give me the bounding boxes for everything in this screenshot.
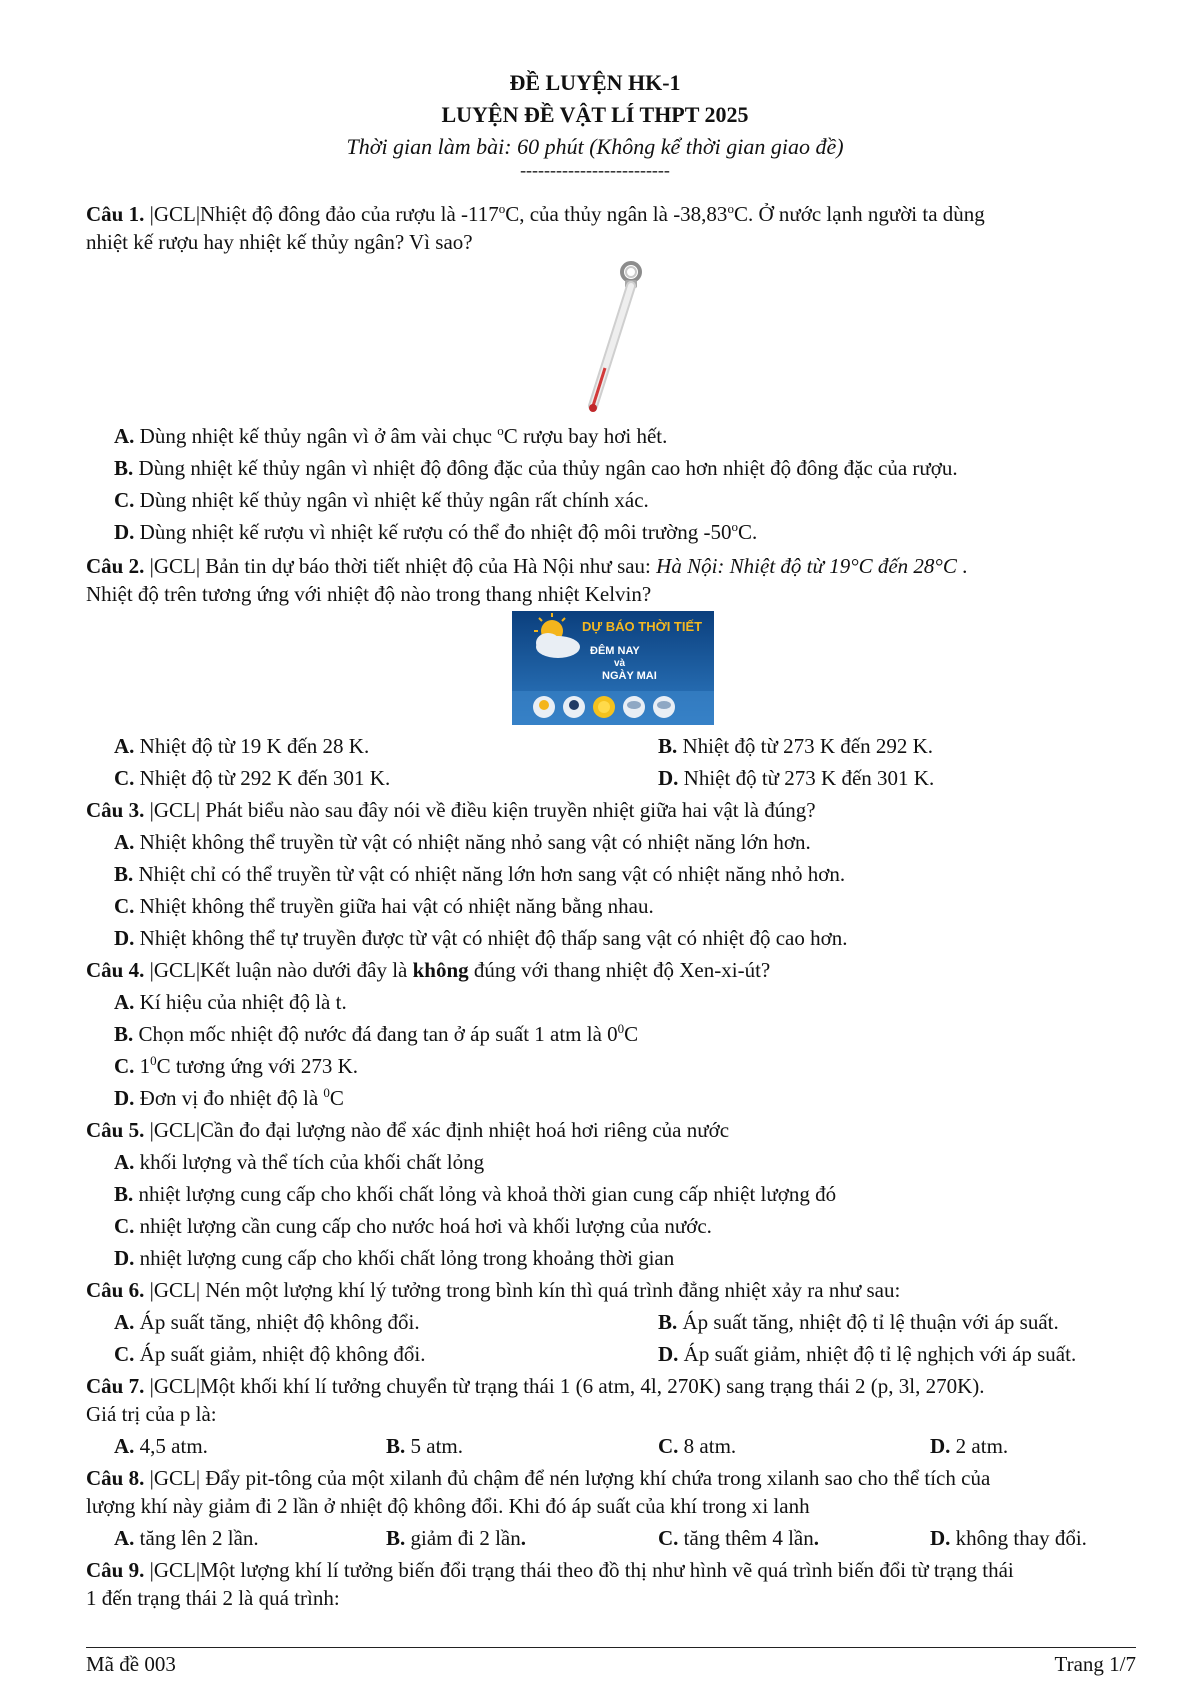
- q2-option-c[interactable]: [114, 764, 390, 792]
- superscript: o: [731, 519, 738, 534]
- q2-option-a[interactable]: [114, 732, 369, 760]
- question-4: [86, 956, 1136, 984]
- question-text: |GCL|Một lượng khí lí tưởng biến đổi trạng thái theo đồ thị như hình vẽ quá trình biến đổi từ trạng thái: [144, 1558, 1014, 1582]
- option-key: D.: [114, 926, 135, 950]
- option-key: B.: [114, 862, 134, 886]
- option-key: D.: [930, 1434, 951, 1458]
- superscript: 0: [323, 1085, 330, 1100]
- q8-option-b[interactable]: [386, 1524, 526, 1552]
- superscript: o: [498, 201, 506, 216]
- option-text: Nhiệt độ từ 273 K đến 301 K.: [678, 766, 935, 790]
- option-text: nhiệt lượng cần cung cấp cho nước hoá hơi và khối lượng của nước.: [134, 1214, 712, 1238]
- question-text: C, của thủy ngân là -38,83: [505, 202, 728, 226]
- option-key: A.: [114, 830, 135, 854]
- question-9-line2: 1 đến trạng thái 2 là quá trình:: [86, 1586, 340, 1610]
- option-key: D.: [930, 1526, 951, 1550]
- option-key: C.: [114, 1342, 135, 1366]
- question-text: |GCL| Nén một lượng khí lý tưởng trong bình kín thì quá trình đẳng nhiệt xảy ra như sau:: [144, 1278, 901, 1302]
- exam-subtitle: LUYỆN ĐỀ VẬT LÍ THPT 2025: [441, 102, 749, 127]
- q7-option-a[interactable]: [114, 1432, 208, 1460]
- q3-option-b[interactable]: [114, 860, 845, 888]
- question-text: |GCL|Một khối khí lí tưởng chuyển từ trạng thái 1 (6 atm, 4l, 270K) sang trạng thái 2 (p, 3l, 270K).: [144, 1374, 985, 1398]
- superscript: 0: [150, 1053, 157, 1068]
- option-text: 1: [134, 1054, 151, 1078]
- option-text: Dùng nhiệt kế thủy ngân vì nhiệt kế thủy ngân rất chính xác.: [134, 488, 649, 512]
- question-text: |GCL|Nhiệt độ đông đảo của rượu là -117: [144, 202, 499, 226]
- q6-option-b[interactable]: [658, 1308, 1059, 1336]
- option-key: D.: [114, 1086, 135, 1110]
- option-text: 4,5 atm.: [134, 1434, 208, 1458]
- option-text: Nhiệt độ từ 19 K đến 28 K.: [134, 734, 370, 758]
- q2-option-b[interactable]: [658, 732, 933, 760]
- option-text: Đơn vị đo nhiệt độ là: [134, 1086, 324, 1110]
- option-key: D.: [658, 766, 679, 790]
- emphasis-text: không: [412, 958, 469, 982]
- q8-option-d[interactable]: [930, 1524, 1087, 1552]
- question-text: |GCL| Phát biểu nào sau đây nói về điều kiện truyền nhiệt giữa hai vật là đúng?: [144, 798, 816, 822]
- question-7: [86, 1372, 1136, 1400]
- q4-option-a[interactable]: [114, 988, 347, 1016]
- option-text: C.: [737, 520, 758, 544]
- option-key: B.: [114, 1022, 134, 1046]
- question-8: [86, 1464, 1136, 1492]
- superscript: 0: [617, 1021, 625, 1036]
- q5-option-a[interactable]: [114, 1148, 484, 1176]
- option-text: Áp suất giảm, nhiệt độ không đổi.: [134, 1342, 426, 1366]
- q6-option-c[interactable]: [114, 1340, 425, 1368]
- option-key: D.: [114, 520, 135, 544]
- option-text: nhiệt lượng cung cấp cho khối chất lỏng và khoả thời gian cung cấp nhiệt lượng đó: [133, 1182, 837, 1206]
- question-label: Câu 2.: [86, 554, 145, 578]
- question-label: Câu 7.: [86, 1374, 145, 1398]
- question-2-line2: Nhiệt độ trên tương ứng với nhiệt độ nào trong thang nhiệt Kelvin?: [86, 582, 652, 606]
- option-text: 8 atm.: [678, 1434, 737, 1458]
- q5-option-c[interactable]: [114, 1212, 712, 1240]
- question-text: |GCL|Kết luận nào dưới đây là: [144, 958, 413, 982]
- question-label: Câu 4.: [86, 958, 145, 982]
- question-7-line2: Giá trị của p là:: [86, 1402, 217, 1426]
- option-key: D.: [114, 1246, 135, 1270]
- weather-forecast-image: [512, 611, 714, 725]
- q3-option-d[interactable]: [114, 924, 847, 952]
- option-text: tăng lên 2 lần.: [134, 1526, 259, 1550]
- option-text: không thay đổi.: [950, 1526, 1087, 1550]
- question-label: Câu 9.: [86, 1558, 145, 1582]
- question-label: Câu 1.: [86, 202, 145, 226]
- q4-option-c[interactable]: [114, 1052, 358, 1080]
- exam-code: Mã đề 003: [86, 1652, 176, 1676]
- option-text: nhiệt lượng cung cấp cho khối chất lỏng trong khoảng thời gian: [134, 1246, 675, 1270]
- q3-option-a[interactable]: [114, 828, 811, 856]
- footer-divider: [86, 1647, 1136, 1648]
- weather-forecast-text: Hà Nội: Nhiệt độ từ 19°C đến 28°C: [656, 554, 957, 578]
- superscript: o: [727, 201, 734, 216]
- option-text: 5 atm.: [405, 1434, 464, 1458]
- option-key: B.: [386, 1434, 406, 1458]
- option-text: khối lượng và thể tích của khối chất lỏng: [134, 1150, 485, 1174]
- option-key: C.: [658, 1434, 679, 1458]
- option-text: C: [624, 1022, 639, 1046]
- superscript: o: [497, 423, 504, 438]
- option-key: B.: [114, 1182, 134, 1206]
- option-text: Dùng nhiệt kế thủy ngân vì ở âm vài chục: [134, 424, 498, 448]
- question-8-line2: lượng khí này giảm đi 2 lần ở nhiệt độ không đổi. Khi đó áp suất của khí trong xi lanh: [86, 1494, 810, 1518]
- question-9: [86, 1556, 1136, 1584]
- q1-option-c[interactable]: [114, 486, 649, 514]
- question-text: |GCL| Bản tin dự báo thời tiết nhiệt độ của Hà Nội như sau:: [144, 554, 657, 578]
- question-text: |GCL|Cần đo đại lượng nào để xác định nhiệt hoá hơi riêng của nước: [144, 1118, 730, 1142]
- option-key: D.: [658, 1342, 679, 1366]
- option-text: Nhiệt không thể tự truyền được từ vật có nhiệt độ thấp sang vật có nhiệt độ cao hơn.: [134, 926, 848, 950]
- q4-option-d[interactable]: [114, 1084, 344, 1112]
- option-text: C rượu bay hơi hết.: [503, 424, 668, 448]
- q4-option-b[interactable]: [114, 1020, 638, 1048]
- question-text: .: [956, 554, 968, 578]
- q6-option-a[interactable]: [114, 1308, 420, 1336]
- option-text: Dùng nhiệt kế thủy ngân vì nhiệt độ đông đặc của thủy ngân cao hơn nhiệt độ đông đặc của rượu.: [133, 456, 958, 480]
- option-text: .: [520, 1526, 526, 1550]
- question-text: đúng với thang nhiệt độ Xen-xi-út?: [468, 958, 771, 982]
- option-text: Nhiệt không thể truyền giữa hai vật có nhiệt năng bằng nhau.: [134, 894, 654, 918]
- option-text: Chọn mốc nhiệt độ nước đá đang tan ở áp suất 1 atm là 0: [133, 1022, 618, 1046]
- option-key: B.: [114, 456, 134, 480]
- exam-title: ĐỀ LUYỆN HK-1: [509, 70, 681, 95]
- option-key: C.: [114, 766, 135, 790]
- page-number: Trang 1/7: [1054, 1652, 1136, 1676]
- question-2: [86, 552, 1136, 580]
- q1-option-b[interactable]: [114, 454, 958, 482]
- option-key: A.: [114, 1150, 135, 1174]
- q3-option-c[interactable]: [114, 892, 654, 920]
- option-key: C.: [114, 894, 135, 918]
- option-text: Nhiệt chỉ có thể truyền từ vật có nhiệt năng lớn hơn sang vật có nhiệt năng nhỏ hơn.: [133, 862, 846, 886]
- option-key: A.: [114, 1434, 135, 1458]
- question-1: [86, 200, 1136, 228]
- option-text: Dùng nhiệt kế rượu vì nhiệt kế rượu có thể đo nhiệt độ môi trường -50: [134, 520, 732, 544]
- option-text: giảm đi 2 lần: [405, 1526, 521, 1550]
- thermometer-image: [565, 258, 655, 418]
- weather-image-line1: ĐÊM NAY: [590, 645, 640, 657]
- option-text: Nhiệt độ từ 292 K đến 301 K.: [134, 766, 391, 790]
- question-text: |GCL| Đẩy pit-tông của một xilanh đủ chậm để nén lượng khí chứa trong xilanh sao cho thể tích của: [144, 1466, 991, 1490]
- option-key: B.: [658, 1310, 678, 1334]
- q1-option-a[interactable]: [114, 422, 667, 450]
- q7-option-d[interactable]: [930, 1432, 1008, 1460]
- option-text: tăng thêm 4 lần: [678, 1526, 814, 1550]
- option-text: Nhiệt không thể truyền từ vật có nhiệt năng nhỏ sang vật có nhiệt năng lớn hơn.: [134, 830, 811, 854]
- option-text: 2 atm.: [950, 1434, 1009, 1458]
- exam-time: Thời gian làm bài: 60 phút (Không kể thời gian giao đề): [346, 134, 844, 159]
- question-text: C. Ở nước lạnh người ta dùng: [733, 202, 985, 226]
- option-text: Nhiệt độ từ 273 K đến 292 K.: [677, 734, 934, 758]
- q8-option-a[interactable]: [114, 1524, 259, 1552]
- question-label: Câu 6.: [86, 1278, 145, 1302]
- option-key: B.: [386, 1526, 406, 1550]
- option-text: .: [813, 1526, 819, 1550]
- question-6: [86, 1276, 1136, 1304]
- question-5: [86, 1116, 1136, 1144]
- option-text: Áp suất giảm, nhiệt độ tỉ lệ nghịch với áp suất.: [678, 1342, 1077, 1366]
- option-key: A.: [114, 734, 135, 758]
- q7-option-c[interactable]: [658, 1432, 736, 1460]
- option-key: C.: [114, 488, 135, 512]
- weather-image-title: DỰ BÁO THỜI TIẾT: [582, 619, 703, 634]
- q2-option-d[interactable]: [658, 764, 934, 792]
- q7-option-b[interactable]: [386, 1432, 463, 1460]
- option-text: Kí hiệu của nhiệt độ là t.: [134, 990, 347, 1014]
- q5-option-d[interactable]: [114, 1244, 674, 1272]
- option-key: A.: [114, 990, 135, 1014]
- option-text: Áp suất tăng, nhiệt độ tỉ lệ thuận với áp suất.: [677, 1310, 1059, 1334]
- question-1-line2: nhiệt kế rượu hay nhiệt kế thủy ngân? Vì sao?: [86, 230, 473, 254]
- header-separator: -------------------------: [520, 160, 670, 180]
- question-label: Câu 5.: [86, 1118, 145, 1142]
- q1-option-d[interactable]: [114, 518, 757, 546]
- option-key: C.: [114, 1054, 135, 1078]
- question-label: Câu 3.: [86, 798, 145, 822]
- option-text: C tương ứng với 273 K.: [156, 1054, 358, 1078]
- weather-image-line3: NGÀY MAI: [602, 670, 657, 682]
- option-key: A.: [114, 1310, 135, 1334]
- q5-option-b[interactable]: [114, 1180, 836, 1208]
- weather-image-line2: và: [614, 658, 626, 669]
- option-key: C.: [114, 1214, 135, 1238]
- option-key: A.: [114, 1526, 135, 1550]
- option-key: B.: [658, 734, 678, 758]
- option-key: C.: [658, 1526, 679, 1550]
- option-text: C: [329, 1086, 344, 1110]
- option-text: Áp suất tăng, nhiệt độ không đổi.: [134, 1310, 420, 1334]
- q6-option-d[interactable]: [658, 1340, 1076, 1368]
- question-label: Câu 8.: [86, 1466, 145, 1490]
- q8-option-c[interactable]: [658, 1524, 819, 1552]
- question-3: [86, 796, 1136, 824]
- option-key: A.: [114, 424, 135, 448]
